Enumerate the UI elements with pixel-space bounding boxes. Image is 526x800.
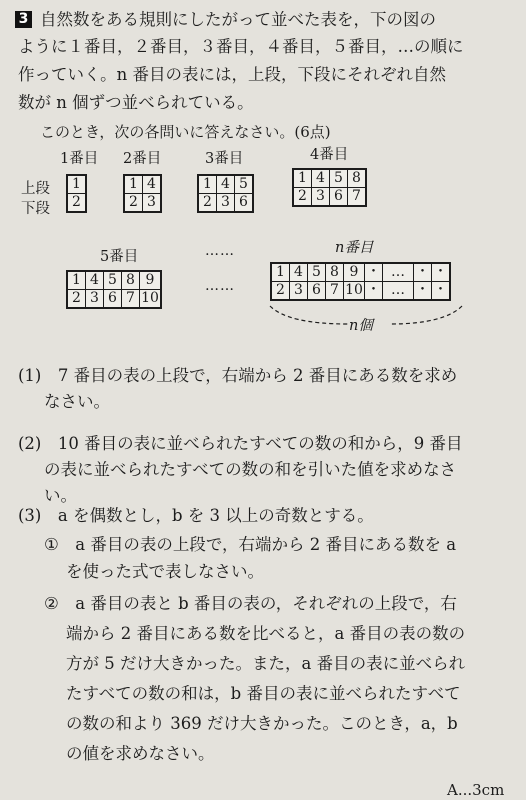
cell: 10 [345, 282, 363, 298]
table-3 [197, 174, 254, 213]
table-label-5: 5番目 [100, 249, 139, 265]
cell: 8 [326, 263, 344, 282]
cell: ・ [366, 282, 381, 298]
cell: 2 [67, 194, 86, 213]
table-n [270, 262, 451, 301]
q3-2-line-1: ② a 番目の表と b 番目の表の，それぞれの上段で，右 [44, 594, 457, 613]
cell: 6 [330, 188, 348, 207]
cell: 6 [104, 290, 122, 309]
cell: 1 [67, 175, 86, 194]
cell: 1 [67, 271, 86, 290]
cell: 9 [344, 263, 365, 282]
cell: 2 [271, 282, 290, 301]
cell: 4 [143, 175, 162, 194]
table-label-2: 2番目 [123, 151, 162, 167]
cell: 8 [348, 169, 367, 188]
cell: 5 [308, 263, 326, 282]
table-4 [292, 168, 367, 207]
cell: 5 [104, 271, 122, 290]
cell: 2 [124, 194, 143, 213]
intro-line-4: 数が n 個ずつ並べられている。 [18, 93, 254, 112]
q3-2-line-2: 端から 2 番目にある数を比べると，a 番目の表の数の [66, 624, 466, 643]
footer-text: A...3cm [447, 781, 505, 799]
ellipsis-top: …… [205, 243, 235, 259]
intro-line-3: 作っていく。n 番目の表には，上段，下段にそれぞれ自然 [18, 65, 447, 84]
table-2 [123, 174, 162, 213]
q3-2-line-6: の値を求めなさい。 [66, 744, 215, 763]
cell: 6 [308, 282, 326, 301]
q2-line-1: (2) 10 番目の表に並べられたすべての数の和から，9 番目 [18, 434, 463, 453]
q3-2-line-5: の数の和より 369 だけ大きかった。このとき，a，b [66, 714, 458, 733]
cell: 4 [217, 175, 235, 194]
cell: ・ [415, 282, 430, 298]
cell: 7 [348, 188, 367, 207]
row-label-bottom: 下段 [21, 201, 50, 217]
q2-line-2: の表に並べられたすべての数の和を引いた値を求めなさ [44, 460, 457, 479]
cell: 2 [67, 290, 86, 309]
cell: 3 [86, 290, 104, 309]
cell: 3 [143, 194, 162, 213]
cell: 3 [217, 194, 235, 213]
table-5 [66, 270, 162, 309]
q3-2-line-3: 方が 5 だけ大きかった。また，a 番目の表に並べられ [66, 654, 466, 673]
q3-2-line-4: たすべての数の和は，b 番目の表に並べられたすべて [66, 684, 461, 703]
cell: 1 [198, 175, 217, 194]
cell: ・ [415, 264, 430, 280]
cell: 10 [140, 290, 162, 309]
cell: 7 [122, 290, 140, 309]
cell: 1 [271, 263, 290, 282]
problem-number-badge: 3 [15, 11, 32, 28]
table-label-n: n番目 [335, 240, 374, 256]
table-label-4: 4番目 [310, 147, 349, 163]
cell: 4 [290, 263, 308, 282]
q1-line-1: (1) 7 番目の表の上段で，右端から 2 番目にある数を求め [18, 366, 458, 385]
intro-line-2: ように１番目，２番目，３番目，４番目，５番目，…の順に [18, 37, 464, 56]
cell: 4 [312, 169, 330, 188]
table-1 [66, 174, 87, 213]
cell: 8 [122, 271, 140, 290]
q3-line: (3) a を偶数とし，b を 3 以上の奇数とする。 [18, 506, 374, 525]
row-label-top: 上段 [21, 181, 50, 197]
instruction-line: このとき，次の各問いに答えなさい。(6点) [40, 123, 331, 141]
cell: 5 [235, 175, 254, 194]
cell: 3 [290, 282, 308, 301]
q2-line-3: い。 [44, 486, 77, 505]
cell: ・ [366, 264, 381, 280]
cell: 3 [312, 188, 330, 207]
q3-1-line-1: ① a 番目の表の上段で，右端から 2 番目にある数を a [44, 535, 457, 554]
intro-line-1: 自然数をある規則にしたがって並べた表を，下の図の [40, 10, 436, 29]
cell: 4 [86, 271, 104, 290]
cell: 2 [198, 194, 217, 213]
cell: 7 [326, 282, 344, 301]
ellipsis-mid: …… [205, 278, 235, 294]
cell: 6 [235, 194, 254, 213]
cell: 1 [293, 169, 312, 188]
q1-line-2: なさい。 [44, 392, 110, 411]
cell: 1 [124, 175, 143, 194]
cell: ・ [432, 263, 451, 282]
cell: 9 [140, 271, 162, 290]
cell: 5 [330, 169, 348, 188]
q3-1-line-2: を使った式で表しなさい。 [66, 562, 264, 581]
cell: 2 [293, 188, 312, 207]
cell: ・ [432, 282, 451, 301]
cell: … [383, 263, 414, 282]
cell: … [383, 282, 414, 301]
table-label-1: 1番目 [60, 151, 99, 167]
table-label-3: 3番目 [205, 151, 244, 167]
n-count-label: n個 [349, 318, 373, 334]
